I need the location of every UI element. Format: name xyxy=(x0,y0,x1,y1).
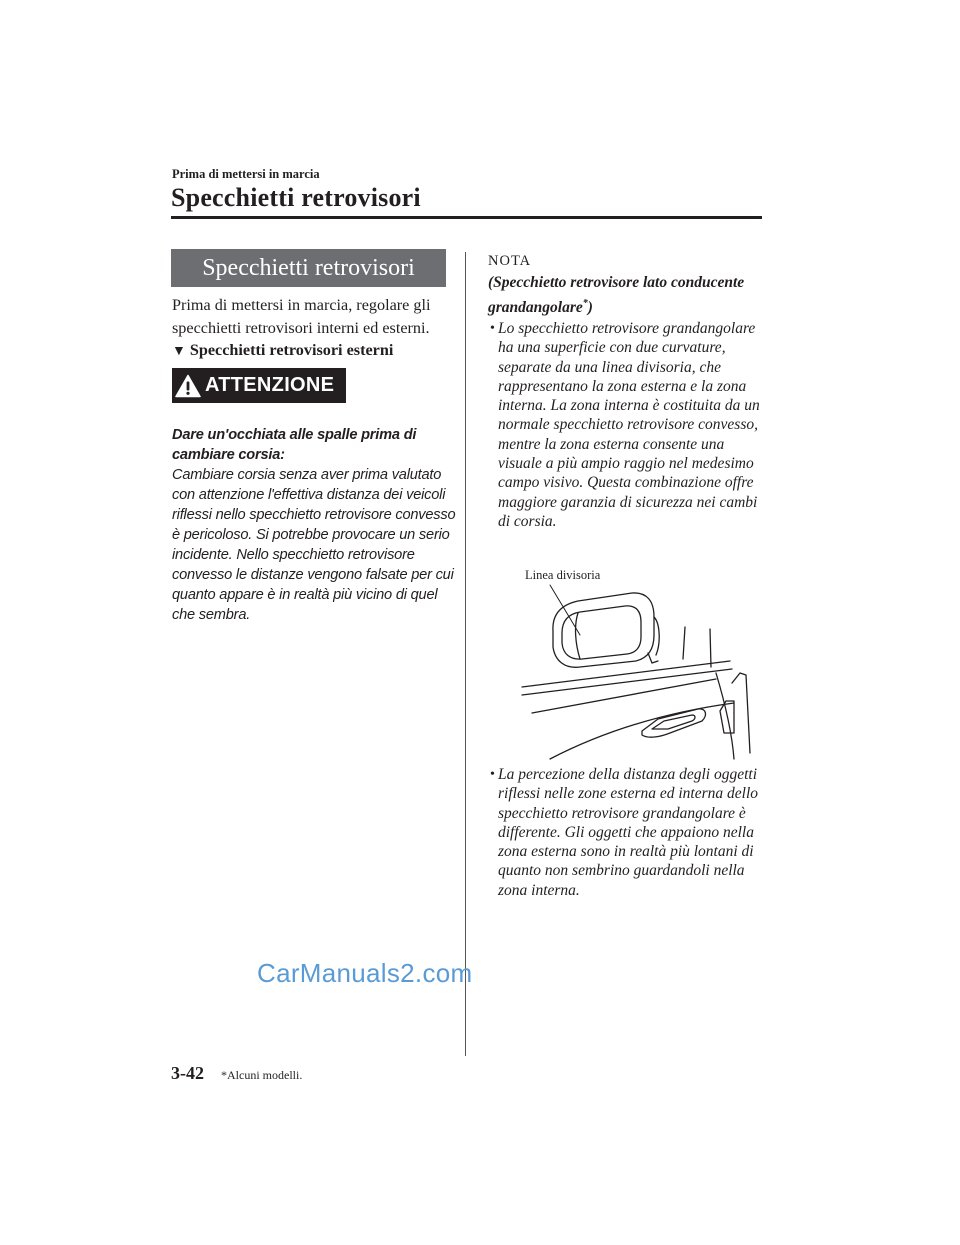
note-title-close: ) xyxy=(587,299,593,317)
mirror-illustration xyxy=(520,563,755,763)
page-title: Specchietti retrovisori xyxy=(171,183,421,212)
header-rule xyxy=(171,216,762,219)
note-bullet-1 xyxy=(490,319,766,531)
warning-text xyxy=(172,425,456,625)
bullet-icon: • xyxy=(490,767,495,782)
note-title xyxy=(488,272,778,318)
warning-body: Cambiare corsia senza aver prima valutato con attenzione l'effettiva distanza dei veicoli riflessi nello specchietto retrovisore convesso è pericoloso. Si potrebbe provocare un serio incidente. Nello specchietto retrovisore convesso le distanze vengono falsate per cui quanto appare è in realtà più vicino di quel che sembra. xyxy=(172,467,456,623)
note-bullet-2 xyxy=(490,765,766,900)
intro-paragraph: Prima di mettersi in marcia, regolare gli specchietti retrovisori interni ed esterni. xyxy=(172,296,431,337)
warning-banner xyxy=(172,368,346,403)
subheading-text: Specchietti retrovisori esterni xyxy=(189,341,394,359)
note-title-text: (Specchietto retrovisore lato conducente grandangolare xyxy=(488,274,745,317)
warning-lead: Dare un'occhiata alle spalle prima di cambiare corsia: xyxy=(172,427,417,463)
bullet-icon: • xyxy=(490,321,495,336)
footnote-star: * xyxy=(582,298,588,309)
warning-triangle-icon xyxy=(175,374,201,398)
note-bullet-1-text: Lo specchietto retrovisore grandangolare ha una superficie con due curvature, separate da una linea divisoria, che rappresentano la zona esterna e la zona interna. La zona interna è costituita da un normale specchietto retrovisore convesso, mentre la zona esterna consente una visuale a più ampio raggio nel medesimo campo visivo. Questa combinazione offre maggiore garanzia di sicurezza nei cambi di corsia. xyxy=(498,320,760,530)
note-label: NOTA xyxy=(488,253,532,269)
section-title-text: Specchietti retrovisori xyxy=(202,254,415,281)
section-label: Prima di mettersi in marcia xyxy=(172,167,320,181)
illustration-label: Linea divisoria xyxy=(525,568,601,582)
page-number: 3-42 xyxy=(171,1063,204,1083)
footnote: *Alcuni modelli. xyxy=(221,1068,303,1082)
watermark-link[interactable]: CarManuals2.com xyxy=(257,958,473,988)
warning-label: ATTENZIONE xyxy=(205,374,335,396)
note-bullet-2-text: La percezione della distanza degli oggetti riflessi nelle zone esterna ed interna dello specchietto retrovisore grandangolare è differente. Gli oggetti che appaiono nella zona esterna sono in realtà più lontani di quanto non sembrino guardandoli nella zona interna. xyxy=(498,766,759,899)
section-title-bar xyxy=(171,249,446,287)
triangle-marker-icon: ▼ xyxy=(172,344,186,359)
column-divider xyxy=(465,252,466,1056)
subheading xyxy=(172,341,393,360)
